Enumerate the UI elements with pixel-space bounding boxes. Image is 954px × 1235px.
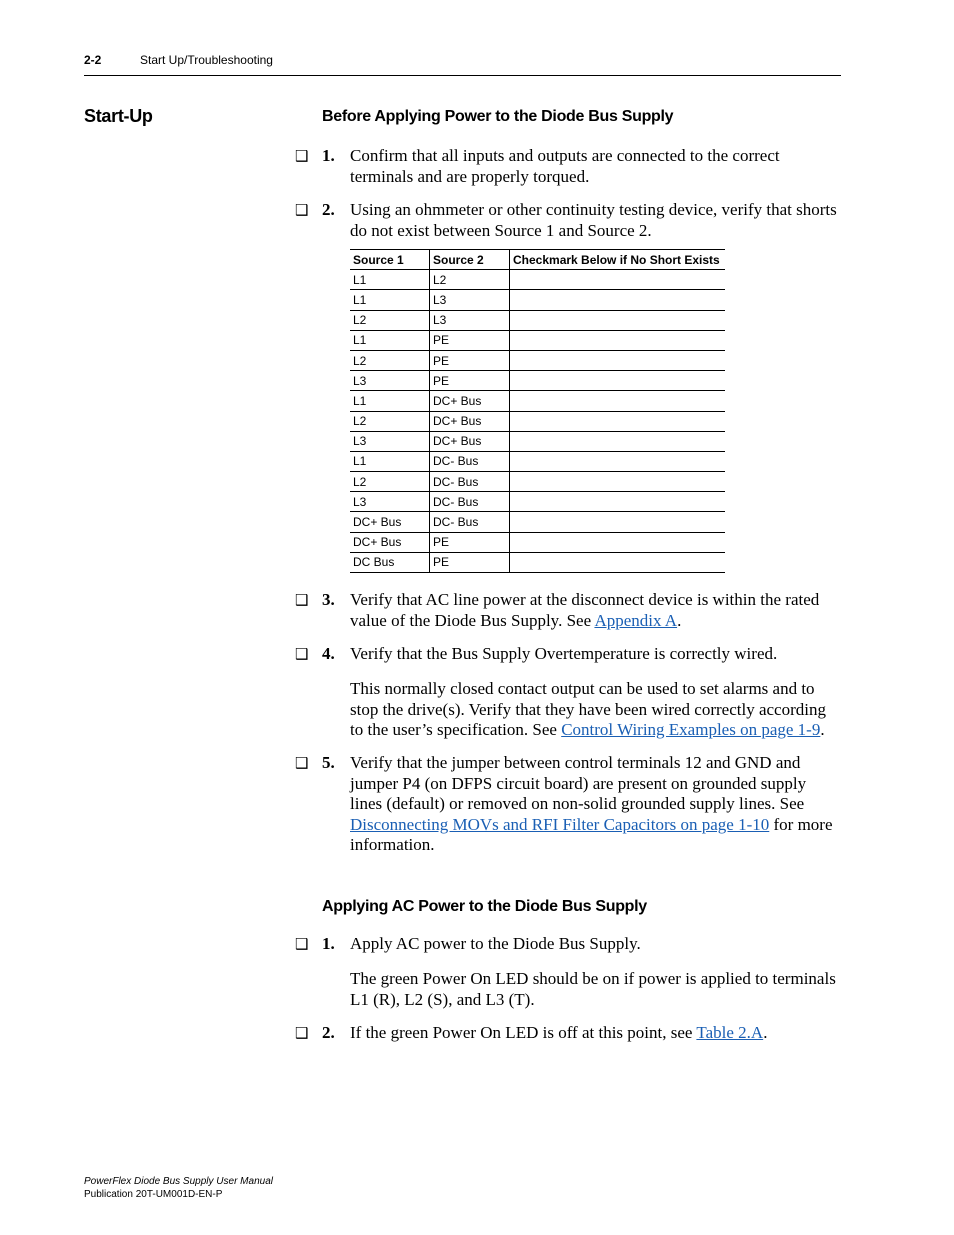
cell-checkmark[interactable] [510, 290, 726, 310]
cell-source-1: L3 [350, 431, 430, 451]
table-row [350, 512, 725, 532]
cell-checkmark[interactable] [510, 270, 726, 290]
cell-source-2: DC+ Bus [430, 411, 510, 431]
step-text-lead: Verify that AC line power at the disconnect device is within the rated value of the Diode Bus Supply. See [350, 590, 820, 630]
checkbox-icon[interactable]: ❑ [295, 754, 309, 772]
cell-source-2: PE [430, 371, 510, 391]
cell-source-1: L2 [350, 411, 430, 431]
cell-source-1: L2 [350, 310, 430, 330]
step-number: 5. [322, 753, 335, 772]
table-row [350, 371, 725, 391]
step-text-tail: for more information. [350, 814, 833, 854]
table-row [350, 290, 725, 310]
table-body [350, 270, 725, 573]
table-row [350, 350, 725, 370]
control-wiring-link[interactable]: Control Wiring Examples on page 1-9 [561, 720, 821, 739]
cell-source-1: L1 [350, 330, 430, 350]
table-row [350, 310, 725, 330]
short-check-table [350, 249, 725, 573]
cell-source-1: L1 [350, 451, 430, 471]
cell-source-2: DC- Bus [430, 451, 510, 471]
step-text-tail: . [763, 1023, 768, 1042]
column-header-checkmark: Checkmark Below if No Short Exists [510, 250, 726, 270]
step-text [350, 1023, 842, 1044]
disconnecting-movs-link[interactable]: Disconnecting MOVs and RFI Filter Capacitors on page 1-10 [350, 814, 770, 834]
cell-checkmark[interactable] [510, 532, 726, 552]
step-text: Confirm that all inputs and outputs are connected to the correct terminals and are properly torqued. [350, 146, 780, 186]
step-number: 2. [322, 200, 335, 219]
checkbox-icon[interactable]: ❑ [295, 645, 309, 663]
checkbox-icon[interactable]: ❑ [295, 935, 309, 953]
step-text-lead: If the green Power On LED is off at this point, see [350, 1023, 697, 1042]
table-row [350, 532, 725, 552]
table-row [350, 472, 725, 492]
cell-source-2: PE [430, 350, 510, 370]
step-number: 1. [322, 934, 335, 953]
cell-checkmark[interactable] [510, 451, 726, 471]
cell-checkmark[interactable] [510, 371, 726, 391]
step-text-lead: Verify that the jumper between control terminals 12 and GND and jumper P4 (on DFPS circuit board) are present on grounded supply lines (default) or removed on non-solid grounded supply lines. See [350, 753, 807, 813]
cell-source-2: DC- Bus [430, 512, 510, 532]
cell-source-1: L2 [350, 472, 430, 492]
manual-title: PowerFlex Diode Bus Supply User Manual [84, 1176, 273, 1187]
para-text-lead: This normally closed contact output can be used to set alarms and to stop the drive(s). Verify that they have been wired correctly according to the user’s specification. See [350, 679, 826, 739]
appendix-a-link[interactable]: Appendix A [594, 610, 678, 630]
cell-source-2: DC- Bus [430, 492, 510, 512]
cell-source-1: L3 [350, 371, 430, 391]
cell-source-1: DC+ Bus [350, 512, 430, 532]
section-title: Start-Up [84, 106, 153, 126]
table-row [350, 492, 725, 512]
step-text: Apply AC power to the Diode Bus Supply. [350, 934, 641, 953]
cell-source-1: L1 [350, 391, 430, 411]
step-text: Verify that the Bus Supply Overtemperature is correctly wired. [350, 644, 778, 663]
page-header [84, 53, 841, 76]
cell-source-1: DC Bus [350, 552, 430, 572]
table-row [350, 270, 725, 290]
cell-checkmark[interactable] [510, 391, 726, 411]
cell-source-2: DC- Bus [430, 472, 510, 492]
cell-checkmark[interactable] [510, 472, 726, 492]
cell-source-2: L2 [430, 270, 510, 290]
cell-source-2: L3 [430, 290, 510, 310]
page-footer [84, 1175, 273, 1201]
cell-source-1: L3 [350, 492, 430, 512]
cell-checkmark[interactable] [510, 512, 726, 532]
cell-source-2: DC+ Bus [430, 431, 510, 451]
step-4-explanation [350, 679, 842, 741]
cell-source-2: PE [430, 552, 510, 572]
table-row [350, 451, 725, 471]
step-text-tail: . [677, 610, 682, 630]
cell-checkmark[interactable] [510, 552, 726, 572]
step-apply-1-explanation: The green Power On LED should be on if power is applied to terminals L1 (R), L2 (S), and L3 (T). [350, 969, 836, 1009]
step-text [350, 753, 842, 856]
cell-checkmark[interactable] [510, 310, 726, 330]
page-number: 2-2 [84, 53, 102, 67]
table-row [350, 330, 725, 350]
publication-number: Publication 20T-UM001D-EN-P [84, 1189, 223, 1200]
cell-source-1: L1 [350, 270, 430, 290]
step-number: 4. [322, 644, 335, 663]
cell-checkmark[interactable] [510, 492, 726, 512]
step-number: 2. [322, 1023, 335, 1042]
cell-checkmark[interactable] [510, 330, 726, 350]
cell-source-1: L1 [350, 290, 430, 310]
subheading-before-power: Before Applying Power to the Diode Bus Supply [322, 108, 674, 125]
table-row [350, 391, 725, 411]
cell-source-2: PE [430, 532, 510, 552]
checkbox-icon[interactable]: ❑ [295, 147, 309, 165]
step-number: 3. [322, 590, 335, 609]
step-text: Using an ohmmeter or other continuity testing device, verify that shorts do not exist between Source 1 and Source 2. [350, 200, 837, 240]
table-row [350, 552, 725, 572]
checkbox-icon[interactable]: ❑ [295, 591, 309, 609]
cell-source-1: L2 [350, 350, 430, 370]
table-2a-link[interactable]: Table 2.A [696, 1023, 764, 1042]
subheading-applying-power: Applying AC Power to the Diode Bus Supply [322, 898, 647, 915]
cell-checkmark[interactable] [510, 431, 726, 451]
step-number: 1. [322, 146, 335, 165]
para-text-tail: . [820, 720, 825, 739]
cell-source-1: DC+ Bus [350, 532, 430, 552]
checkbox-icon[interactable]: ❑ [295, 201, 309, 219]
cell-source-2: DC+ Bus [430, 391, 510, 411]
checkbox-icon[interactable]: ❑ [295, 1024, 309, 1042]
table-header-row [350, 250, 725, 270]
cell-source-2: PE [430, 330, 510, 350]
table-row [350, 411, 725, 431]
running-title: Start Up/Troubleshooting [140, 53, 273, 67]
step-text [350, 590, 842, 631]
cell-source-2: L3 [430, 310, 510, 330]
column-header-source-2: Source 2 [430, 250, 510, 270]
cell-checkmark[interactable] [510, 411, 726, 431]
column-header-source-1: Source 1 [350, 250, 430, 270]
table-row [350, 431, 725, 451]
cell-checkmark[interactable] [510, 350, 726, 370]
